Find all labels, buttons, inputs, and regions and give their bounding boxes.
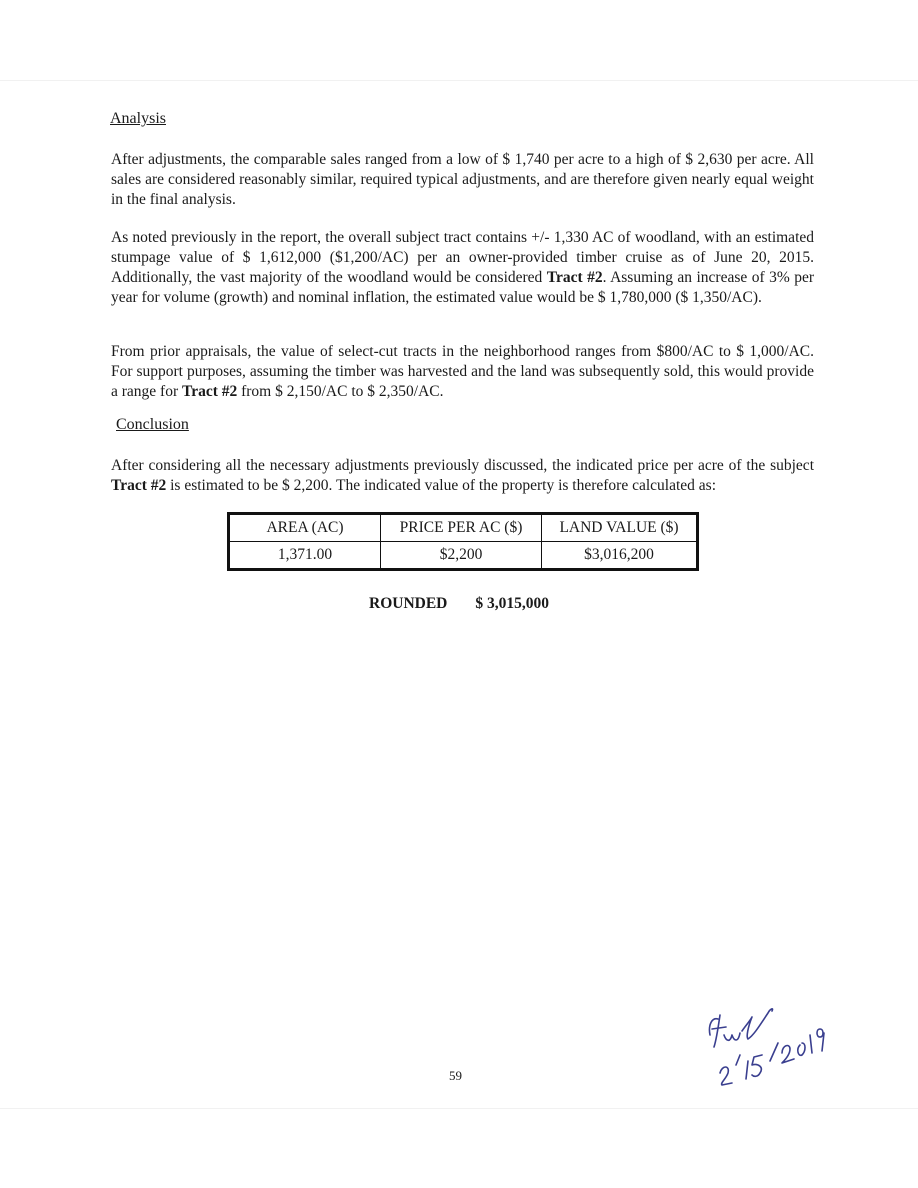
rounded-amount: $ 3,015,000 <box>475 595 549 612</box>
analysis-paragraph-1: After adjustments, the comparable sales ranged from a low of $ 1,740 per acre to a high of $ 2,630 per acre. All sales are considered reasonably similar, required typical adjustments, and are therefore given nearly equal weight in the final analysis. <box>111 151 814 208</box>
handwritten-signature <box>690 995 830 1095</box>
header-price-per-ac: PRICE PER AC ($) <box>381 514 542 542</box>
cell-area: 1,371.00 <box>229 542 381 570</box>
conclusion-heading: Conclusion <box>116 416 189 433</box>
land-value-table <box>227 512 699 571</box>
cell-land-value: $3,016,200 <box>542 542 698 570</box>
page-number: 59 <box>449 1068 462 1083</box>
conclusion-paragraph: After considering all the necessary adjustments previously discussed, the indicated price per acre of the subject Tract #2 is estimated to be $ 2,200. The indicated value of the property is therefore calculated as: <box>111 457 814 494</box>
scan-artifact-top <box>0 80 918 81</box>
header-area: AREA (AC) <box>229 514 381 542</box>
rounded-label: ROUNDED <box>369 595 448 612</box>
analysis-paragraph-3: From prior appraisals, the value of select-cut tracts in the neighborhood ranges from $800/AC to $ 1,000/AC. For support purposes, assuming the timber was harvested and the land was subsequently sold, this would provide a range for Tract #2 from $ 2,150/AC to $ 2,350/AC. <box>111 343 814 400</box>
cell-price-per-ac: $2,200 <box>381 542 542 570</box>
header-land-value: LAND VALUE ($) <box>542 514 698 542</box>
scan-artifact-bottom <box>0 1108 918 1109</box>
rounded-value <box>369 595 549 613</box>
analysis-heading: Analysis <box>110 110 166 127</box>
table-row <box>229 542 698 570</box>
table-header-row <box>229 514 698 542</box>
analysis-paragraph-2: As noted previously in the report, the overall subject tract contains +/- 1,330 AC of woodland, with an estimated stumpage value of $ 1,612,000 ($1,200/AC) per an owner-provided timber cruise as of June 20, 2015. Additionally, the vast majority of the woodland would be considered Tract #2. Assuming an increase of 3% per year for volume (growth) and nominal inflation, the estimated value would be $ 1,780,000 ($ 1,350/AC). <box>111 229 815 306</box>
